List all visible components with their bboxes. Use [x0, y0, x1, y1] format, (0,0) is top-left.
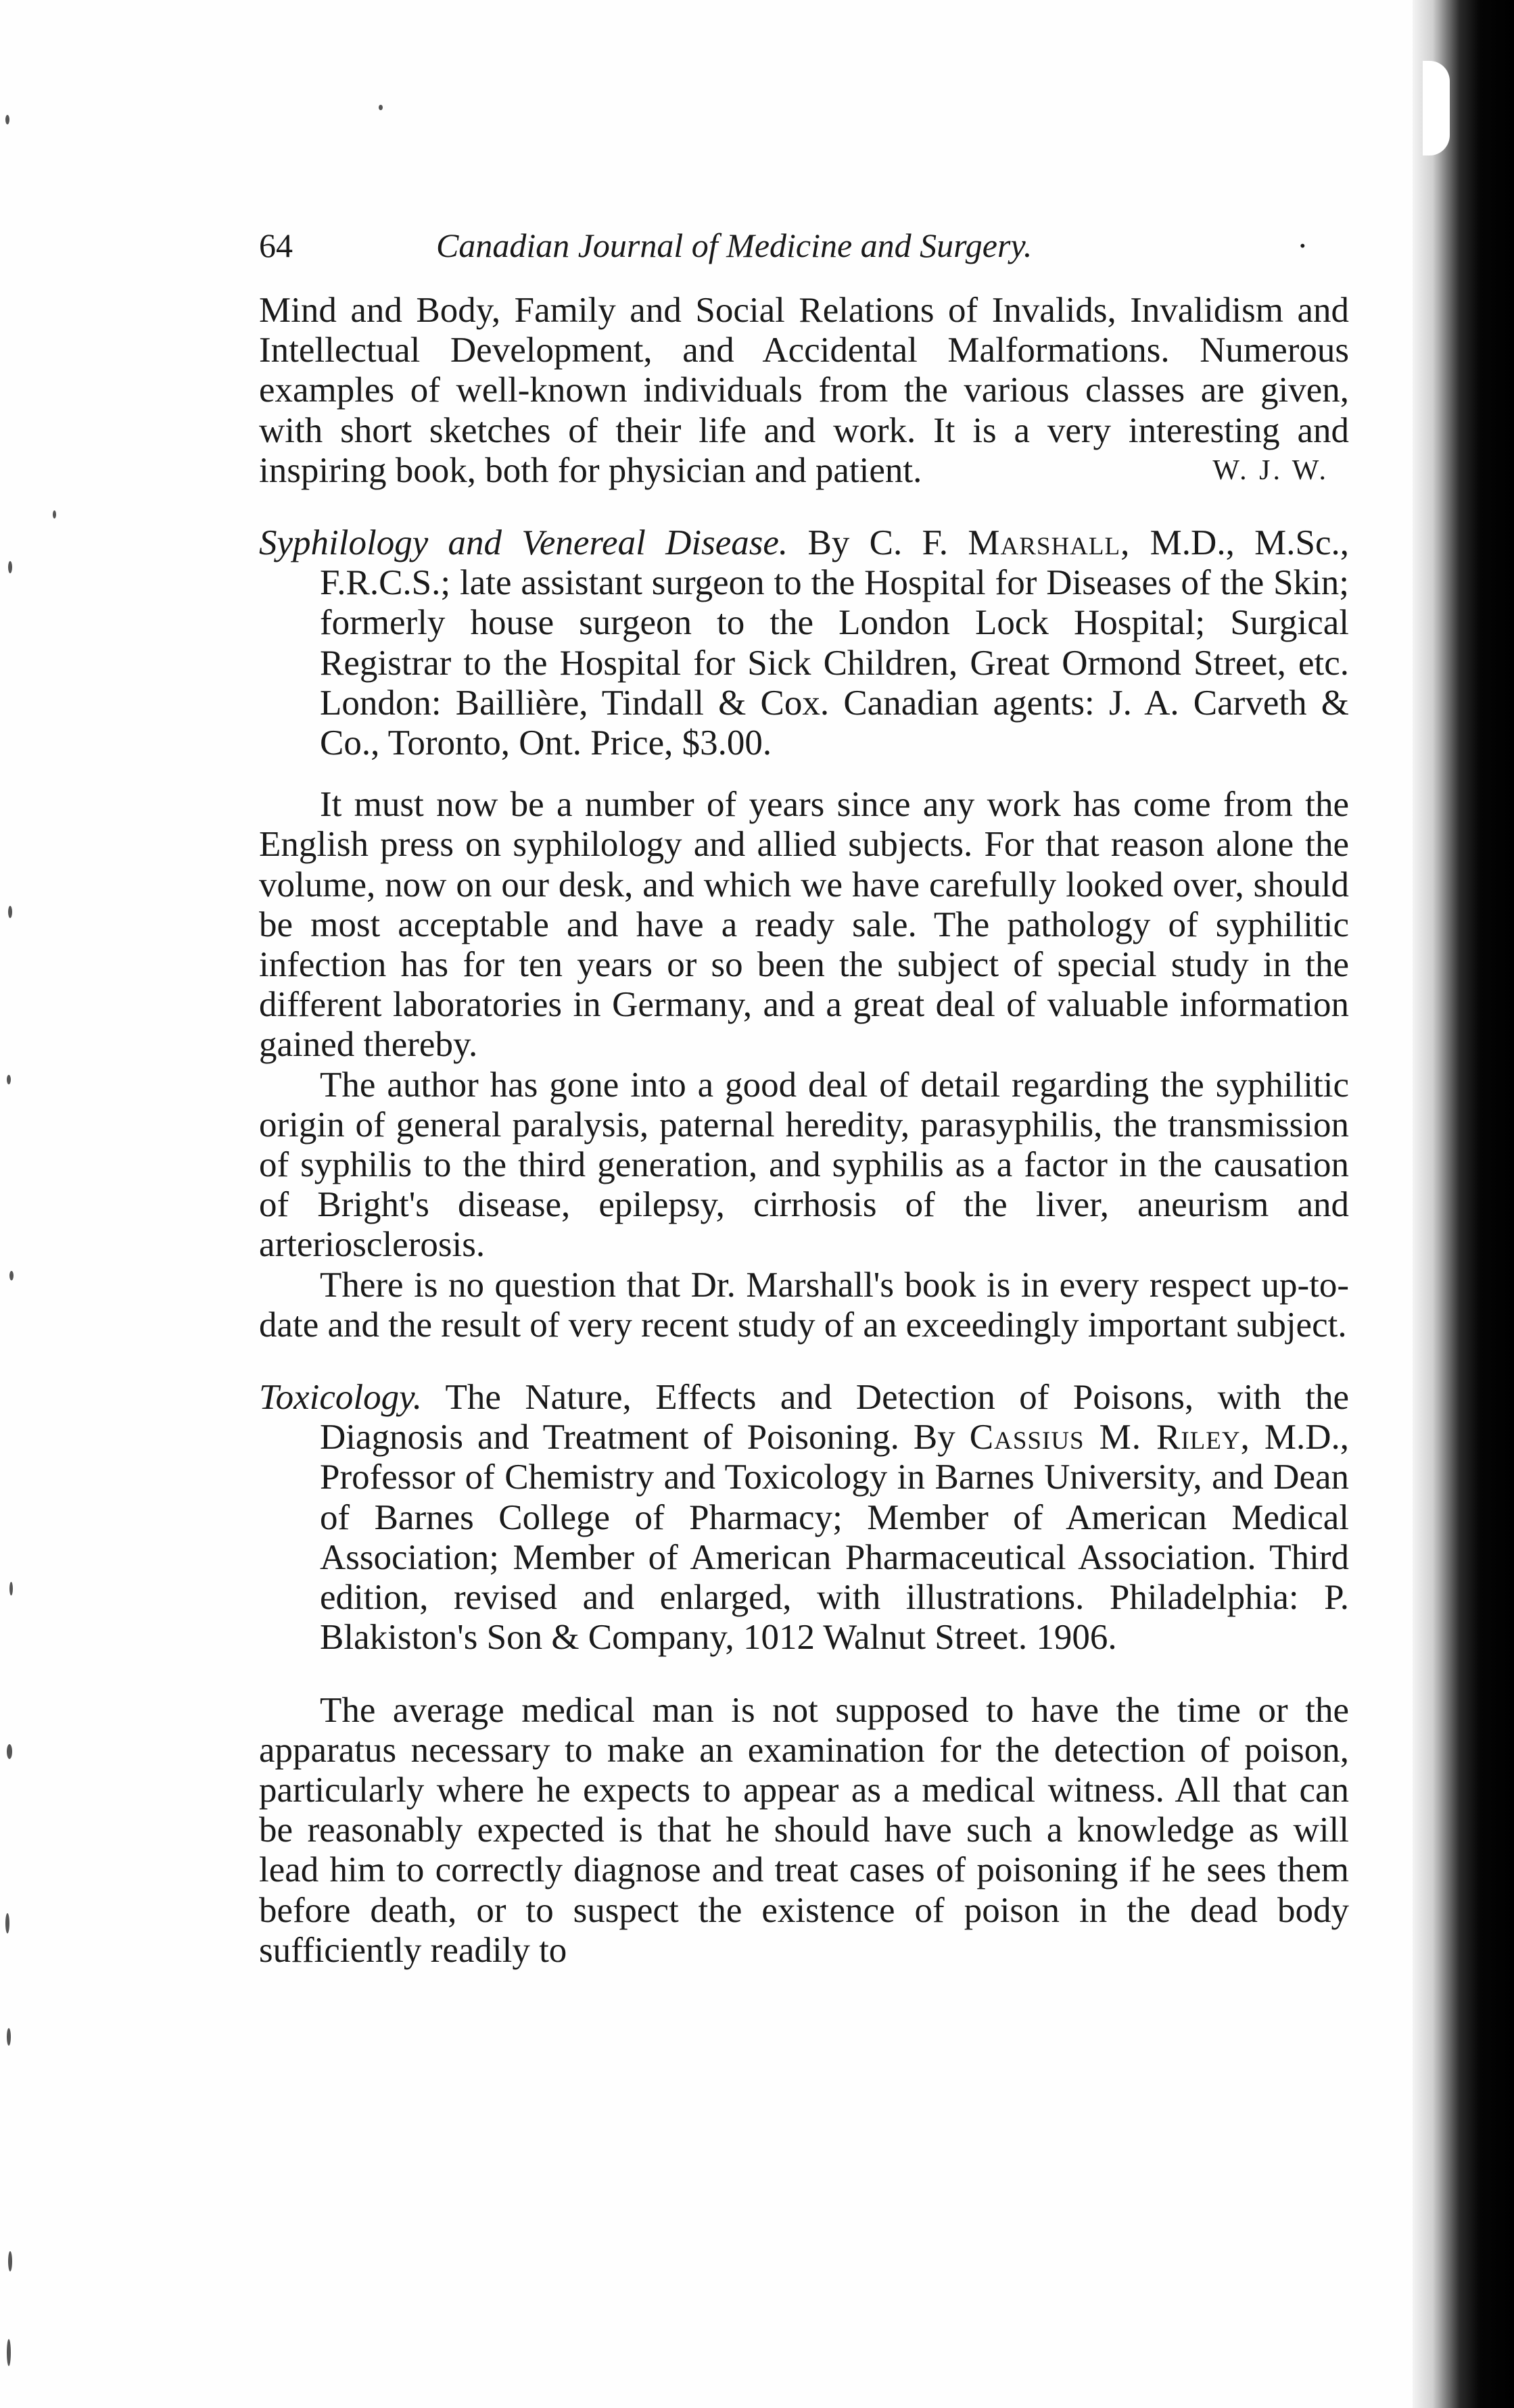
running-head [259, 215, 1349, 276]
review-paragraph: The average medical man is not supposed to have the time or the apparatus necessary to make an examination for the detection of poison, particularly where he expects to appear as a medical witness. All that can be reasonably expected is that he should have such a knowledge as will lead him to correctly diagnose and treat cases of poisoning if he sees them before death, or to suspect the existence of poison in the dead body sufficiently readily to [259, 1690, 1349, 1970]
margin-speck [9, 1582, 13, 1595]
book-details: M.D., M.Sc., F.R.C.S.; late assistant surgeon to the Hospital for Diseases of the Skin; formerly house surgeon to the London Lock Hospital; Surgical Registrar to the Hospital for Sick Children, Great Ormond Street, etc. London: Baillière, Tindall & Cox. Canadian agents: J. A. Carveth & Co., Toronto, Ont. Price, $3.00. [320, 523, 1350, 763]
margin-speck [8, 561, 12, 573]
margin-speck [9, 1271, 14, 1280]
author-name: Cassius M. Riley, [969, 1418, 1250, 1458]
journal-title: Canadian Journal of Medicine and Surgery. [436, 226, 1033, 264]
margin-speck [7, 2028, 11, 2046]
book-title: Toxicology. [259, 1378, 422, 1418]
book-by: By C. F. [807, 523, 949, 563]
author-surname: Marshall, [968, 523, 1131, 563]
continuation-paragraph [259, 291, 1349, 491]
book-title: Syphilology and Venereal Disease. [259, 523, 788, 563]
margin-speck [7, 2339, 11, 2366]
margin-speck [7, 1744, 12, 1759]
review-paragraph: The author has gone into a good deal of detail regarding the syphilitic origin of general paralysis, paternal heredity, parasyphilis, the transmission of syphilis to the third generation, and syphilis as a factor in the causation of Bright's disease, epilepsy, cirrhosis of the liver, aneurism and arteriosclerosis. [259, 1065, 1349, 1265]
page-content [259, 215, 1349, 1971]
header-dot: · [1297, 226, 1308, 264]
page-number: 64 [259, 226, 293, 264]
review-heading-toxicology [259, 1378, 1349, 1658]
review-heading-syphilology [259, 523, 1349, 763]
margin-speck [379, 105, 383, 110]
margin-speck [7, 1075, 11, 1084]
margin-speck [5, 1913, 9, 1933]
book-description: The Nature, Effects and Detection of Poisons, with the Diagnosis and Treatment of Poisoning. By [320, 1378, 1349, 1458]
margin-speck [5, 115, 9, 124]
margin-speck [53, 510, 56, 519]
review-paragraph: It must now be a number of years since any work has come from the English press on syphilology and allied subjects. For that reason alone the volume, now on our desk, and which we have carefully looked over, should be most acceptable and have a ready sale. The pathology of syphilitic infection has for ten years or so been the subject of special study in the different laboratories in Germany, and a great deal of valuable information gained thereby. [259, 785, 1349, 1065]
book-details: M.D., Professor of Chemistry and Toxicology in Barnes University, and Dean of Barnes College of Pharmacy; Member of American Medical Association; Member of American Pharmaceutical Association. Third edition, revised and enlarged, with illustrations. Philadelphia: P. Blakiston's Son & Company, 1012 Walnut Street. 1906. [320, 1418, 1349, 1658]
continuation-text: Mind and Body, Family and Social Relations of Invalids, Invalidism and Intellectual Development, and Accidental Malformations. Numerous examples of well-known individuals from the various classes are given, with short sketches of their life and work. It is a very interesting and inspiring book, both for physician and patient. [259, 291, 1349, 490]
book-binding-edge [1413, 0, 1514, 2408]
margin-speck [8, 906, 12, 918]
reviewer-signature: W. J. W. [1212, 454, 1329, 486]
binding-notch [1423, 61, 1450, 155]
review-paragraph: There is no question that Dr. Marshall's book is in every respect up-to-date and the result of very recent study of an exceedingly important subject. [259, 1265, 1349, 1345]
margin-speck [8, 2251, 12, 2271]
